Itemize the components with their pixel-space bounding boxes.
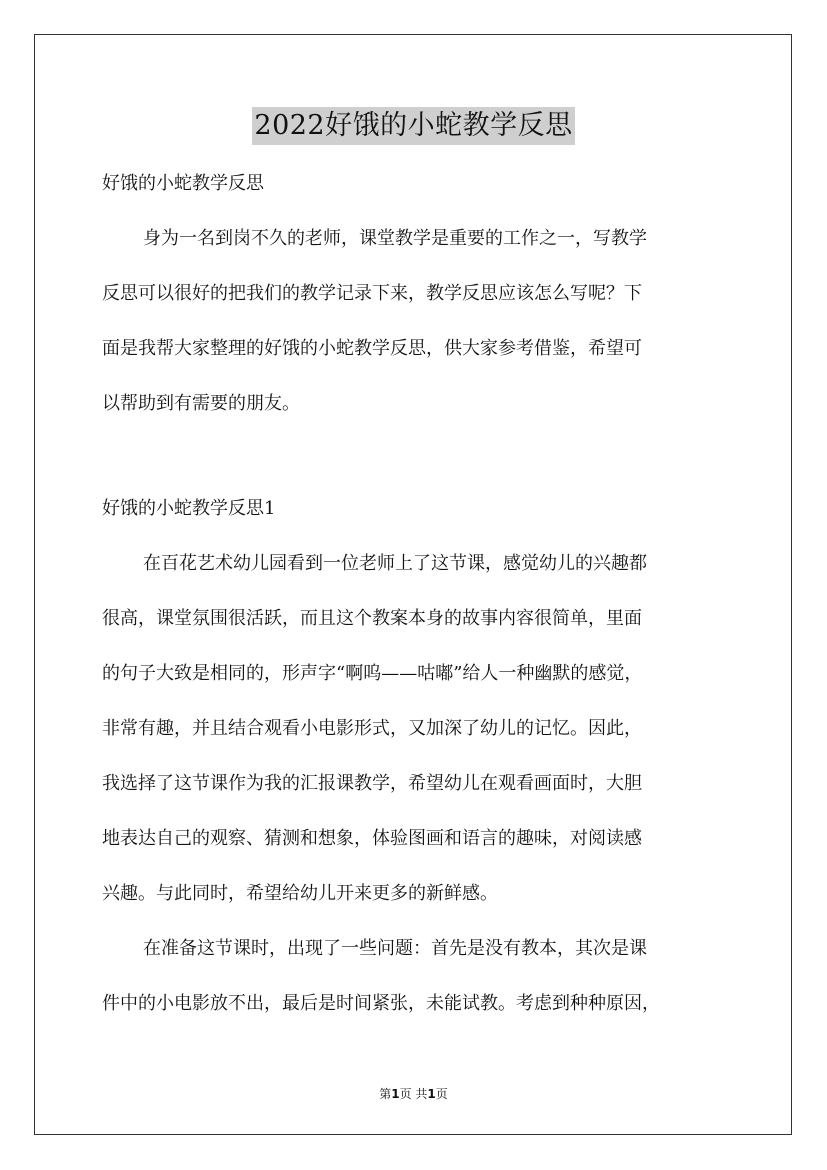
document-subtitle: 好饿的小蛇教学反思 <box>102 173 264 194</box>
page-footer <box>0 1086 827 1102</box>
document-body <box>102 171 728 1046</box>
intro-paragraph <box>102 226 728 416</box>
paragraph-line: 兴趣。与此同时，希望给幼儿开来更多的新鲜感。 <box>102 883 498 904</box>
footer-prefix: 第 <box>379 1087 392 1101</box>
footer-page-number: 1 <box>391 1087 400 1101</box>
document-title-text: 2022好饿的小蛇教学反思 <box>252 107 574 145</box>
section-paragraph <box>102 551 728 906</box>
paragraph-line: 的句子大致是相同的，形声字“啊呜——咕嘟”给人一种幽默的感觉， <box>102 663 643 684</box>
document-title <box>0 104 827 145</box>
intro-line: 身为一名到岗不久的老师，课堂教学是重要的工作之一，写教学 <box>143 228 647 249</box>
intro-line: 反思可以很好的把我们的教学记录下来，教学反思应该怎么写呢？下 <box>102 283 642 304</box>
intro-line: 以帮助到有需要的朋友。 <box>102 393 300 414</box>
footer-mid: 页 共 <box>399 1087 428 1101</box>
paragraph-line: 非常有趣，并且结合观看小电影形式，又加深了幼儿的记忆。因此， <box>102 718 642 739</box>
paragraph-line: 很高，课堂氛围很活跃，而且这个教案本身的故事内容很简单，里面 <box>102 608 642 629</box>
intro-line: 面是我帮大家整理的好饿的小蛇教学反思，供大家参考借鉴，希望可 <box>102 338 642 359</box>
paragraph-line: 在百花艺术幼儿园看到一位老师上了这节课，感觉幼儿的兴趣都 <box>143 553 647 574</box>
paragraph-line: 地表达自己的观察、猜测和想象，体验图画和语言的趣味，对阅读感 <box>102 828 642 849</box>
section-heading: 好饿的小蛇教学反思1 <box>102 498 276 519</box>
paragraph-line: 我选择了这节课作为我的汇报课教学，希望幼儿在观看画面时，大胆 <box>102 773 642 794</box>
paragraph-line: 件中的小电影放不出，最后是时间紧张，未能试教。考虑到种种原因， <box>102 993 660 1014</box>
section-paragraph <box>102 936 728 1016</box>
paragraph-line: 在准备这节课时，出现了一些问题：首先是没有教本，其次是课 <box>143 938 647 959</box>
footer-suffix: 页 <box>435 1087 448 1101</box>
footer-total-pages: 1 <box>427 1087 436 1101</box>
